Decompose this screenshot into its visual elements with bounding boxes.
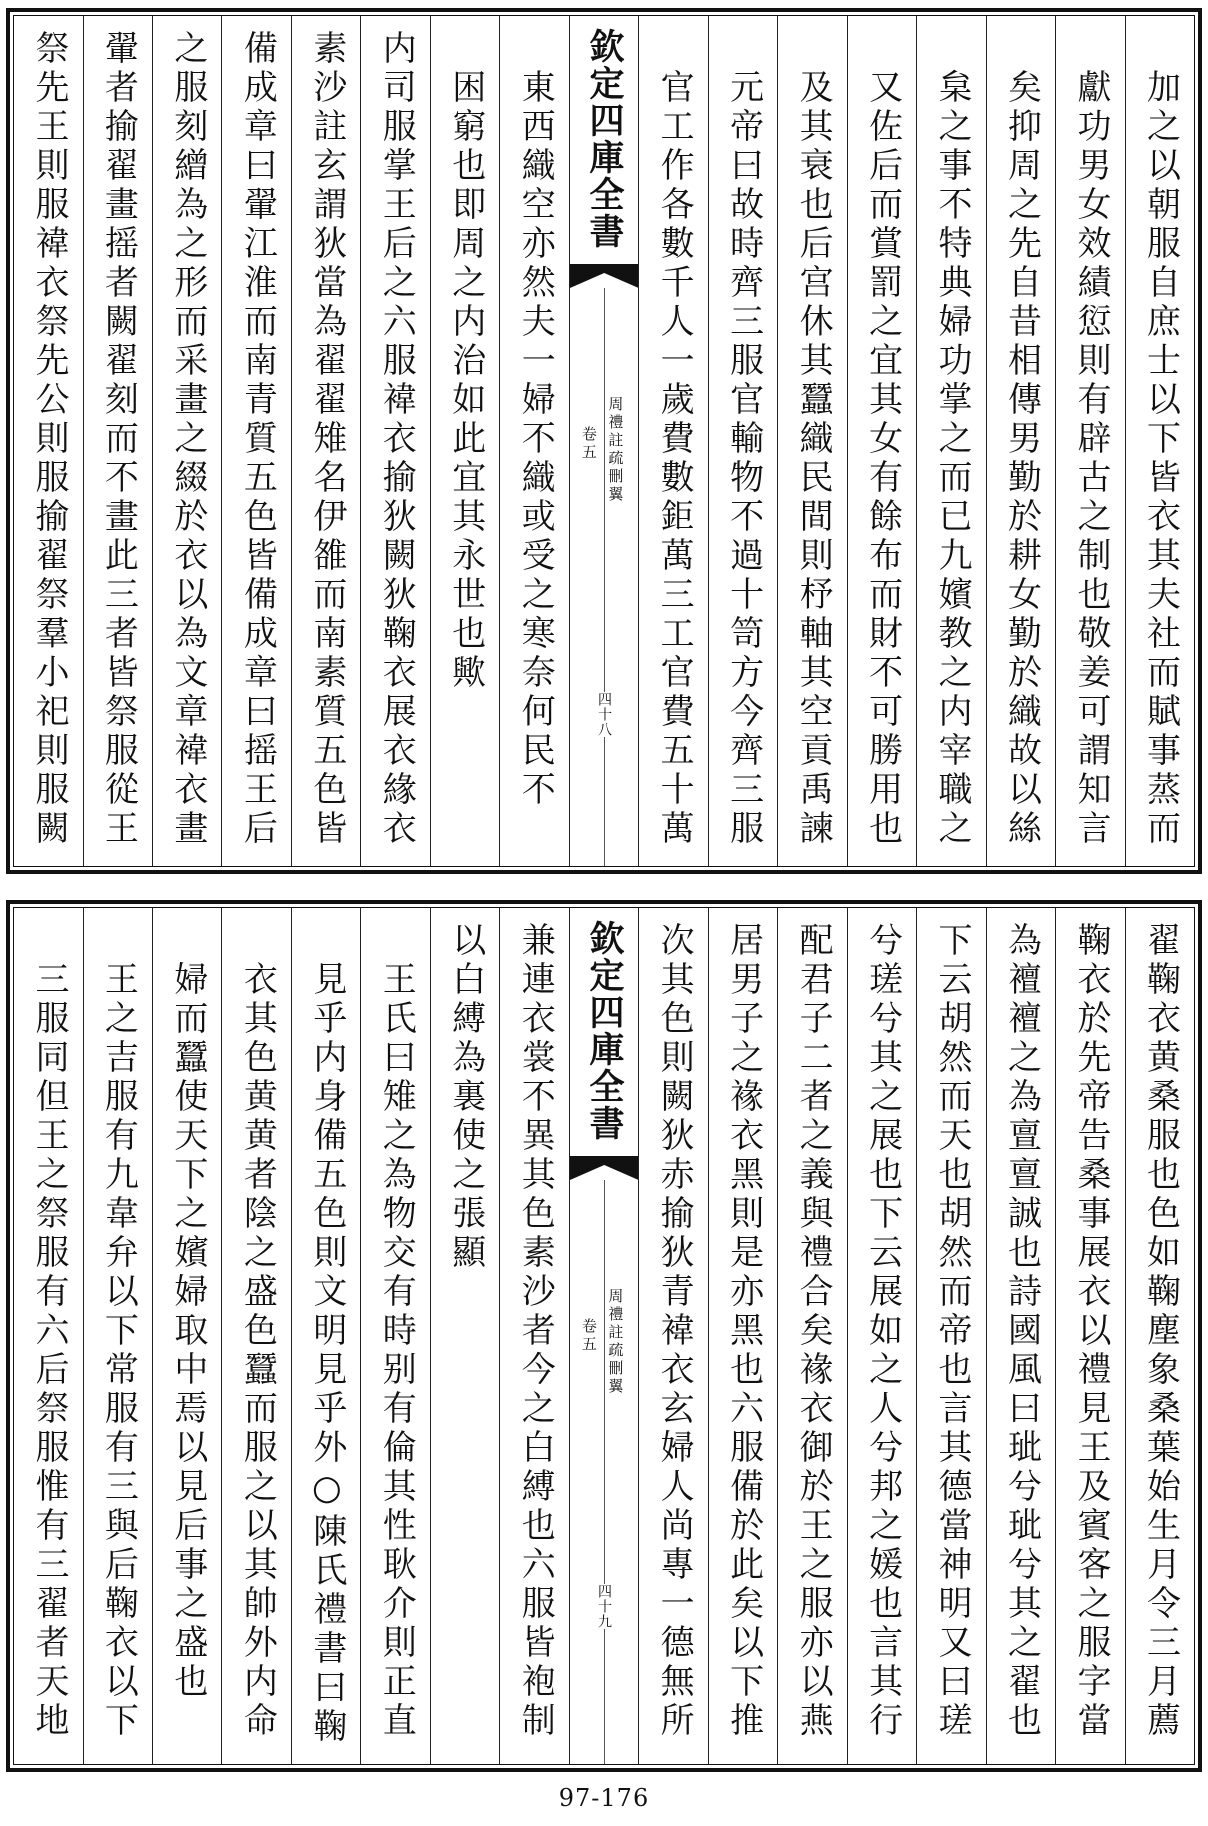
text-column (777, 908, 846, 1764)
column-text: 之服刻繒為之形而采畫之綴於衣以為文章褘衣畫 (167, 30, 208, 849)
text-column (430, 16, 499, 866)
fold-line (604, 1180, 605, 1764)
center-fold-column (569, 16, 638, 866)
column-text: 王氏曰雉之為物交有時别有倫其性耿介則正直 (376, 961, 417, 1741)
leaf-number: 四十八 (596, 692, 613, 737)
work-title: 周禮註疏刪翼 (606, 1288, 625, 1396)
column-text: 獻功男女效績愆則有辟古之制也敬姜可謂知言 (1070, 69, 1111, 849)
text-column (221, 16, 290, 866)
text-column (221, 908, 290, 1764)
text-column (847, 16, 916, 866)
text-column (1125, 908, 1194, 1764)
fish-tail-ornament (570, 264, 638, 288)
column-text: 内司服掌王后之六服褘衣揄狄闕狄鞠衣展衣緣衣 (376, 30, 417, 849)
text-column (499, 908, 568, 1764)
series-title: 欽定四庫全書 (584, 28, 626, 250)
column-text: 衣其色黄黄者陰之盛色蠶而服之以其帥外内命 (237, 961, 278, 1741)
column-text: 翟鞠衣黄桑服也色如鞠塵象桑葉始生月令三月薦 (1140, 922, 1181, 1741)
text-column (152, 908, 221, 1764)
text-column (499, 16, 568, 866)
column-text: 兮瑳兮其之展也下云展如之人兮邦之媛也言其行 (862, 922, 903, 1741)
column-text: 官工作各數千人一歲費數鉅萬三工官費五十萬 (654, 69, 695, 849)
column-text: 鞠衣於先帝告桑事展衣以禮見王及賓客之服字當 (1070, 922, 1111, 1741)
top-leaf-columns (13, 15, 1195, 867)
page-number: 97-176 (558, 1784, 650, 1812)
column-text: 翬者揄翟畫摇者闕翟刻而不畫此三者皆祭服從王 (98, 30, 139, 849)
column-text: 困窮也即周之内治如此宜其永世也歟 (445, 69, 486, 693)
column-text: 枲之事不特典婦功掌之而已九嬪教之内宰職之 (932, 69, 973, 849)
bottom-leaf-columns (13, 907, 1195, 1765)
column-text: 配君子二者之義與禮合矣褖衣御於王之服亦以燕 (793, 922, 834, 1741)
column-text: 祭先王則服褘衣祭先公則服揄翟祭羣小祀則服闕 (28, 30, 69, 849)
juan-number: 卷五 (579, 1318, 598, 1354)
column-text: 加之以朝服自庶士以下皆衣其夫社而賦事蒸而 (1140, 69, 1181, 849)
bottom-leaf-frame (6, 900, 1202, 1772)
text-column (360, 908, 429, 1764)
text-column (152, 16, 221, 866)
column-text: 備成章曰翬江淮而南青質五色皆備成章曰摇王后 (237, 30, 278, 849)
text-column (916, 908, 985, 1764)
text-column (1125, 16, 1194, 866)
fold-line (604, 288, 605, 866)
juan-number: 卷五 (579, 426, 598, 462)
text-column (708, 908, 777, 1764)
text-column (638, 16, 707, 866)
column-text: 三服同但王之祭服有六后祭服惟有三翟者天地 (28, 961, 69, 1741)
text-column (777, 16, 846, 866)
work-title: 周禮註疏刪翼 (606, 396, 625, 504)
leaf-number: 四十九 (596, 1584, 613, 1629)
text-column (847, 908, 916, 1764)
column-text: 又佐后而賞罰之宜其女有餘布而財不可勝用也 (862, 69, 903, 849)
column-text: 及其衰也后宫休其蠶織民間則杼軸其空貢禹諫 (793, 69, 834, 849)
column-text: 元帝曰故時齊三服官輸物不過十笥方今齊三服 (723, 69, 764, 849)
series-title: 欽定四庫全書 (584, 920, 626, 1142)
column-text: 東西織空亦然夫一婦不織或受之寒奈何民不 (515, 69, 556, 810)
column-text: 下云胡然而天也胡然而帝也言其德當神明又曰瑳 (932, 922, 973, 1741)
text-column (83, 908, 152, 1764)
column-text: 見乎内身備五色則文明見乎外○陳氏禮書曰鞠 (306, 961, 347, 1747)
column-text: 為襢襢之為亶亶誠也詩國風曰玼兮玼兮其之翟也 (1001, 922, 1042, 1741)
column-text: 兼連衣裳不異其色素沙者今之白縛也六服皆袍制 (515, 922, 556, 1741)
text-column (83, 16, 152, 866)
column-text: 居男子之褖衣黑則是亦黑也六服備於此矣以下推 (723, 922, 764, 1741)
top-leaf-frame (6, 8, 1202, 874)
text-column (986, 16, 1055, 866)
text-column (291, 908, 360, 1764)
text-column (1055, 16, 1124, 866)
fish-tail-ornament (570, 1156, 638, 1180)
text-column (1055, 908, 1124, 1764)
text-column (986, 908, 1055, 1764)
text-column (430, 908, 499, 1764)
column-text: 矣抑周之先自昔相傳男勤於耕女勤於織故以絲 (1001, 69, 1042, 849)
text-column (291, 16, 360, 866)
text-column (638, 908, 707, 1764)
column-text: 次其色則闕狄赤揄狄青褘衣玄婦人尚專一德無所 (654, 922, 695, 1741)
text-column (14, 16, 82, 866)
text-column (360, 16, 429, 866)
column-text: 王之吉服有九韋弁以下常服有三與后鞠衣以下 (98, 961, 139, 1741)
column-text: 以白縛為裏使之張顯 (445, 922, 486, 1273)
text-column (14, 908, 82, 1764)
column-text: 婦而蠶使天下之嬪婦取中焉以見后事之盛也 (167, 961, 208, 1702)
text-column (916, 16, 985, 866)
column-text: 素沙註玄謂狄當為翟翟雉名伊雒而南素質五色皆 (306, 30, 347, 849)
center-fold-column (569, 908, 638, 1764)
text-column (708, 16, 777, 866)
